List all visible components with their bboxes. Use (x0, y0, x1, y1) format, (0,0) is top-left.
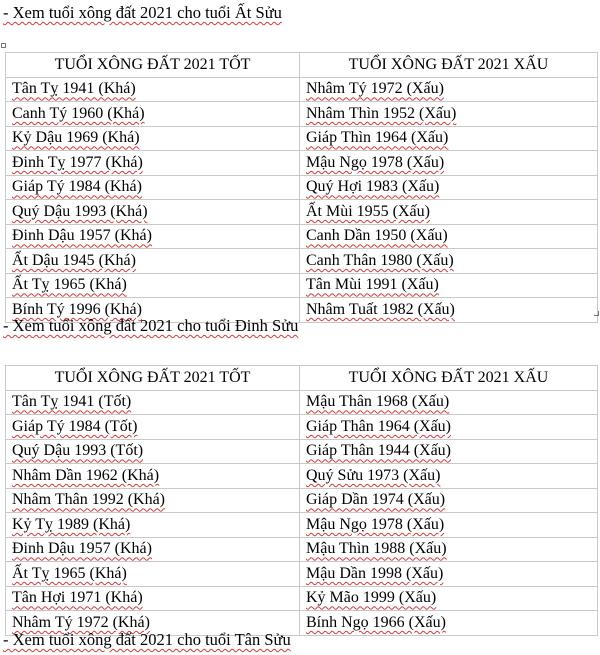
good-age-cell (6, 439, 300, 464)
good-age-cell (6, 273, 300, 298)
bad-age-cell (300, 175, 598, 200)
good-age-cell (6, 126, 300, 151)
bad-age-cell (300, 151, 598, 176)
good-age-cell-text: Đinh Dậu 1957 (Khá) (12, 227, 152, 245)
table-header-row (6, 53, 598, 78)
good-age-cell-text: Nhâm Dần 1962 (Khá) (12, 466, 160, 484)
bad-age-cell-text: Nhâm Tý 1972 (Xấu) (306, 80, 444, 98)
bad-age-cell-text: Giáp Thân 1964 (Xấu) (306, 417, 451, 435)
good-age-cell-text: Bính Tý 1996 (Khá) (12, 300, 142, 318)
table-row (6, 151, 598, 176)
bad-age-cell (300, 464, 598, 489)
bad-age-cell-text: Mậu Ngọ 1978 (Xấu) (306, 153, 445, 171)
good-age-cell-text: Tân Hợi 1971 (Khá) (12, 589, 143, 607)
bad-age-cell-text: Bính Ngọ 1966 (Xấu) (306, 613, 446, 631)
good-age-cell-text: Kỷ Tỵ 1989 (Khá) (12, 515, 131, 533)
bad-age-cell (300, 390, 598, 415)
good-age-cell (6, 249, 300, 274)
header-bad-ages: TUỔI XÔNG ĐẤT 2021 XẤU (300, 366, 598, 391)
bad-age-cell (300, 439, 598, 464)
table-row (6, 175, 598, 200)
table-row (6, 488, 598, 513)
bad-age-cell (300, 488, 598, 513)
good-age-cell-text: Ất Tỵ 1965 (Khá) (12, 276, 127, 294)
bad-age-cell (300, 513, 598, 538)
bad-age-cell-text: Tân Mùi 1991 (Xấu) (306, 276, 439, 294)
table-row (6, 562, 598, 587)
bad-age-cell-text: Mậu Ngọ 1978 (Xấu) (306, 515, 445, 533)
good-age-cell (6, 77, 300, 102)
table-header-row (6, 366, 598, 391)
good-age-cell-text: Kỷ Dậu 1969 (Khá) (12, 129, 140, 147)
table-dinh-suu (5, 365, 598, 636)
bad-age-cell (300, 415, 598, 440)
bad-age-cell (300, 586, 598, 611)
header-bad-ages: TUỔI XÔNG ĐẤT 2021 XẤU (300, 53, 598, 78)
good-age-cell-text: Nhâm Thân 1992 (Khá) (12, 491, 165, 509)
good-age-cell-text: Tân Tỵ 1941 (Khá) (12, 80, 136, 98)
bad-age-cell-text: Ất Mùi 1955 (Xấu) (306, 202, 430, 220)
bad-age-cell (300, 298, 598, 323)
bad-age-cell-text: Giáp Thìn 1964 (Xấu) (306, 129, 449, 147)
section-heading-dinh-suu: - Xem tuổi xông đất 2021 cho tuổi Đinh Sửu (3, 316, 299, 335)
bad-age-cell-text: Quý Hợi 1983 (Xấu) (306, 178, 440, 196)
table-row (6, 537, 598, 562)
bad-age-cell (300, 200, 598, 225)
good-age-cell-text: Nhâm Tý 1972 (Khá) (12, 613, 150, 631)
bad-age-cell-text: Nhâm Tuất 1982 (Xấu) (306, 300, 455, 318)
table-at-suu (5, 52, 598, 323)
table-row (6, 273, 598, 298)
good-age-cell-text: Ất Tỵ 1965 (Khá) (12, 564, 127, 582)
table-resize-handle[interactable] (594, 311, 599, 316)
table-move-handle[interactable] (1, 43, 6, 48)
table-row (6, 586, 598, 611)
good-age-cell-text: Đinh Tỵ 1977 (Khá) (12, 153, 143, 171)
bad-age-cell (300, 273, 598, 298)
good-age-cell (6, 513, 300, 538)
section-heading-at-suu: - Xem tuổi xông đất 2021 cho tuổi Ất Sửu (3, 3, 282, 22)
good-age-cell-text: Ất Dậu 1945 (Khá) (12, 251, 136, 269)
good-age-cell (6, 200, 300, 225)
table-body (6, 77, 598, 322)
header-good-ages: TUỔI XÔNG ĐẤT 2021 TỐT (6, 366, 300, 391)
table-row (6, 249, 598, 274)
table-row (6, 126, 598, 151)
good-age-cell (6, 151, 300, 176)
table-row (6, 390, 598, 415)
table-row (6, 77, 598, 102)
table-row (6, 439, 598, 464)
bad-age-cell (300, 126, 598, 151)
bad-age-cell (300, 249, 598, 274)
good-age-cell (6, 537, 300, 562)
bad-age-cell-text: Giáp Thân 1944 (Xấu) (306, 442, 451, 460)
bad-age-cell (300, 537, 598, 562)
table-row (6, 513, 598, 538)
bad-age-cell-text: Giáp Dần 1974 (Xấu) (306, 491, 446, 509)
table-row (6, 464, 598, 489)
good-age-cell (6, 415, 300, 440)
bad-age-cell-text: Mậu Thân 1968 (Xấu) (306, 393, 450, 411)
bad-age-cell-text: Canh Thân 1980 (Xấu) (306, 251, 454, 269)
bad-age-cell (300, 102, 598, 127)
good-age-cell-text: Quý Dậu 1993 (Khá) (12, 202, 148, 220)
good-age-cell (6, 175, 300, 200)
good-age-cell (6, 102, 300, 127)
good-age-cell (6, 562, 300, 587)
good-age-cell-text: Giáp Tý 1984 (Khá) (12, 178, 142, 196)
bad-age-cell (300, 611, 598, 636)
good-age-cell (6, 586, 300, 611)
header-good-ages: TUỔI XÔNG ĐẤT 2021 TỐT (6, 53, 300, 78)
bad-age-cell-text: Mậu Thìn 1988 (Xấu) (306, 540, 447, 558)
bad-age-cell (300, 224, 598, 249)
good-age-cell-text: Canh Tý 1960 (Khá) (12, 104, 145, 122)
good-age-cell-text: Tân Tỵ 1941 (Tốt) (12, 393, 132, 411)
good-age-cell-text: Quý Dậu 1993 (Tốt) (12, 442, 144, 460)
bad-age-cell-text: Mậu Dần 1998 (Xấu) (306, 564, 444, 582)
table-row (6, 415, 598, 440)
table-row (6, 200, 598, 225)
bad-age-cell (300, 562, 598, 587)
bad-age-cell (300, 77, 598, 102)
good-age-cell (6, 224, 300, 249)
table-row (6, 102, 598, 127)
good-age-cell (6, 488, 300, 513)
good-age-cell (6, 390, 300, 415)
good-age-cell (6, 464, 300, 489)
good-age-cell-text: Đinh Dậu 1957 (Khá) (12, 540, 152, 558)
bad-age-cell-text: Canh Dần 1950 (Xấu) (306, 227, 448, 245)
bad-age-cell-text: Quý Sửu 1973 (Xấu) (306, 466, 441, 484)
bad-age-cell-text: Kỷ Mão 1999 (Xấu) (306, 589, 437, 607)
section-heading-tan-suu: - Xem tuổi xông đất 2021 cho tuổi Tân Sửu (3, 630, 291, 649)
table-body (6, 390, 598, 635)
good-age-cell-text: Giáp Tý 1984 (Tốt) (12, 417, 138, 435)
table-row (6, 224, 598, 249)
bad-age-cell-text: Nhâm Thìn 1952 (Xấu) (306, 104, 457, 122)
